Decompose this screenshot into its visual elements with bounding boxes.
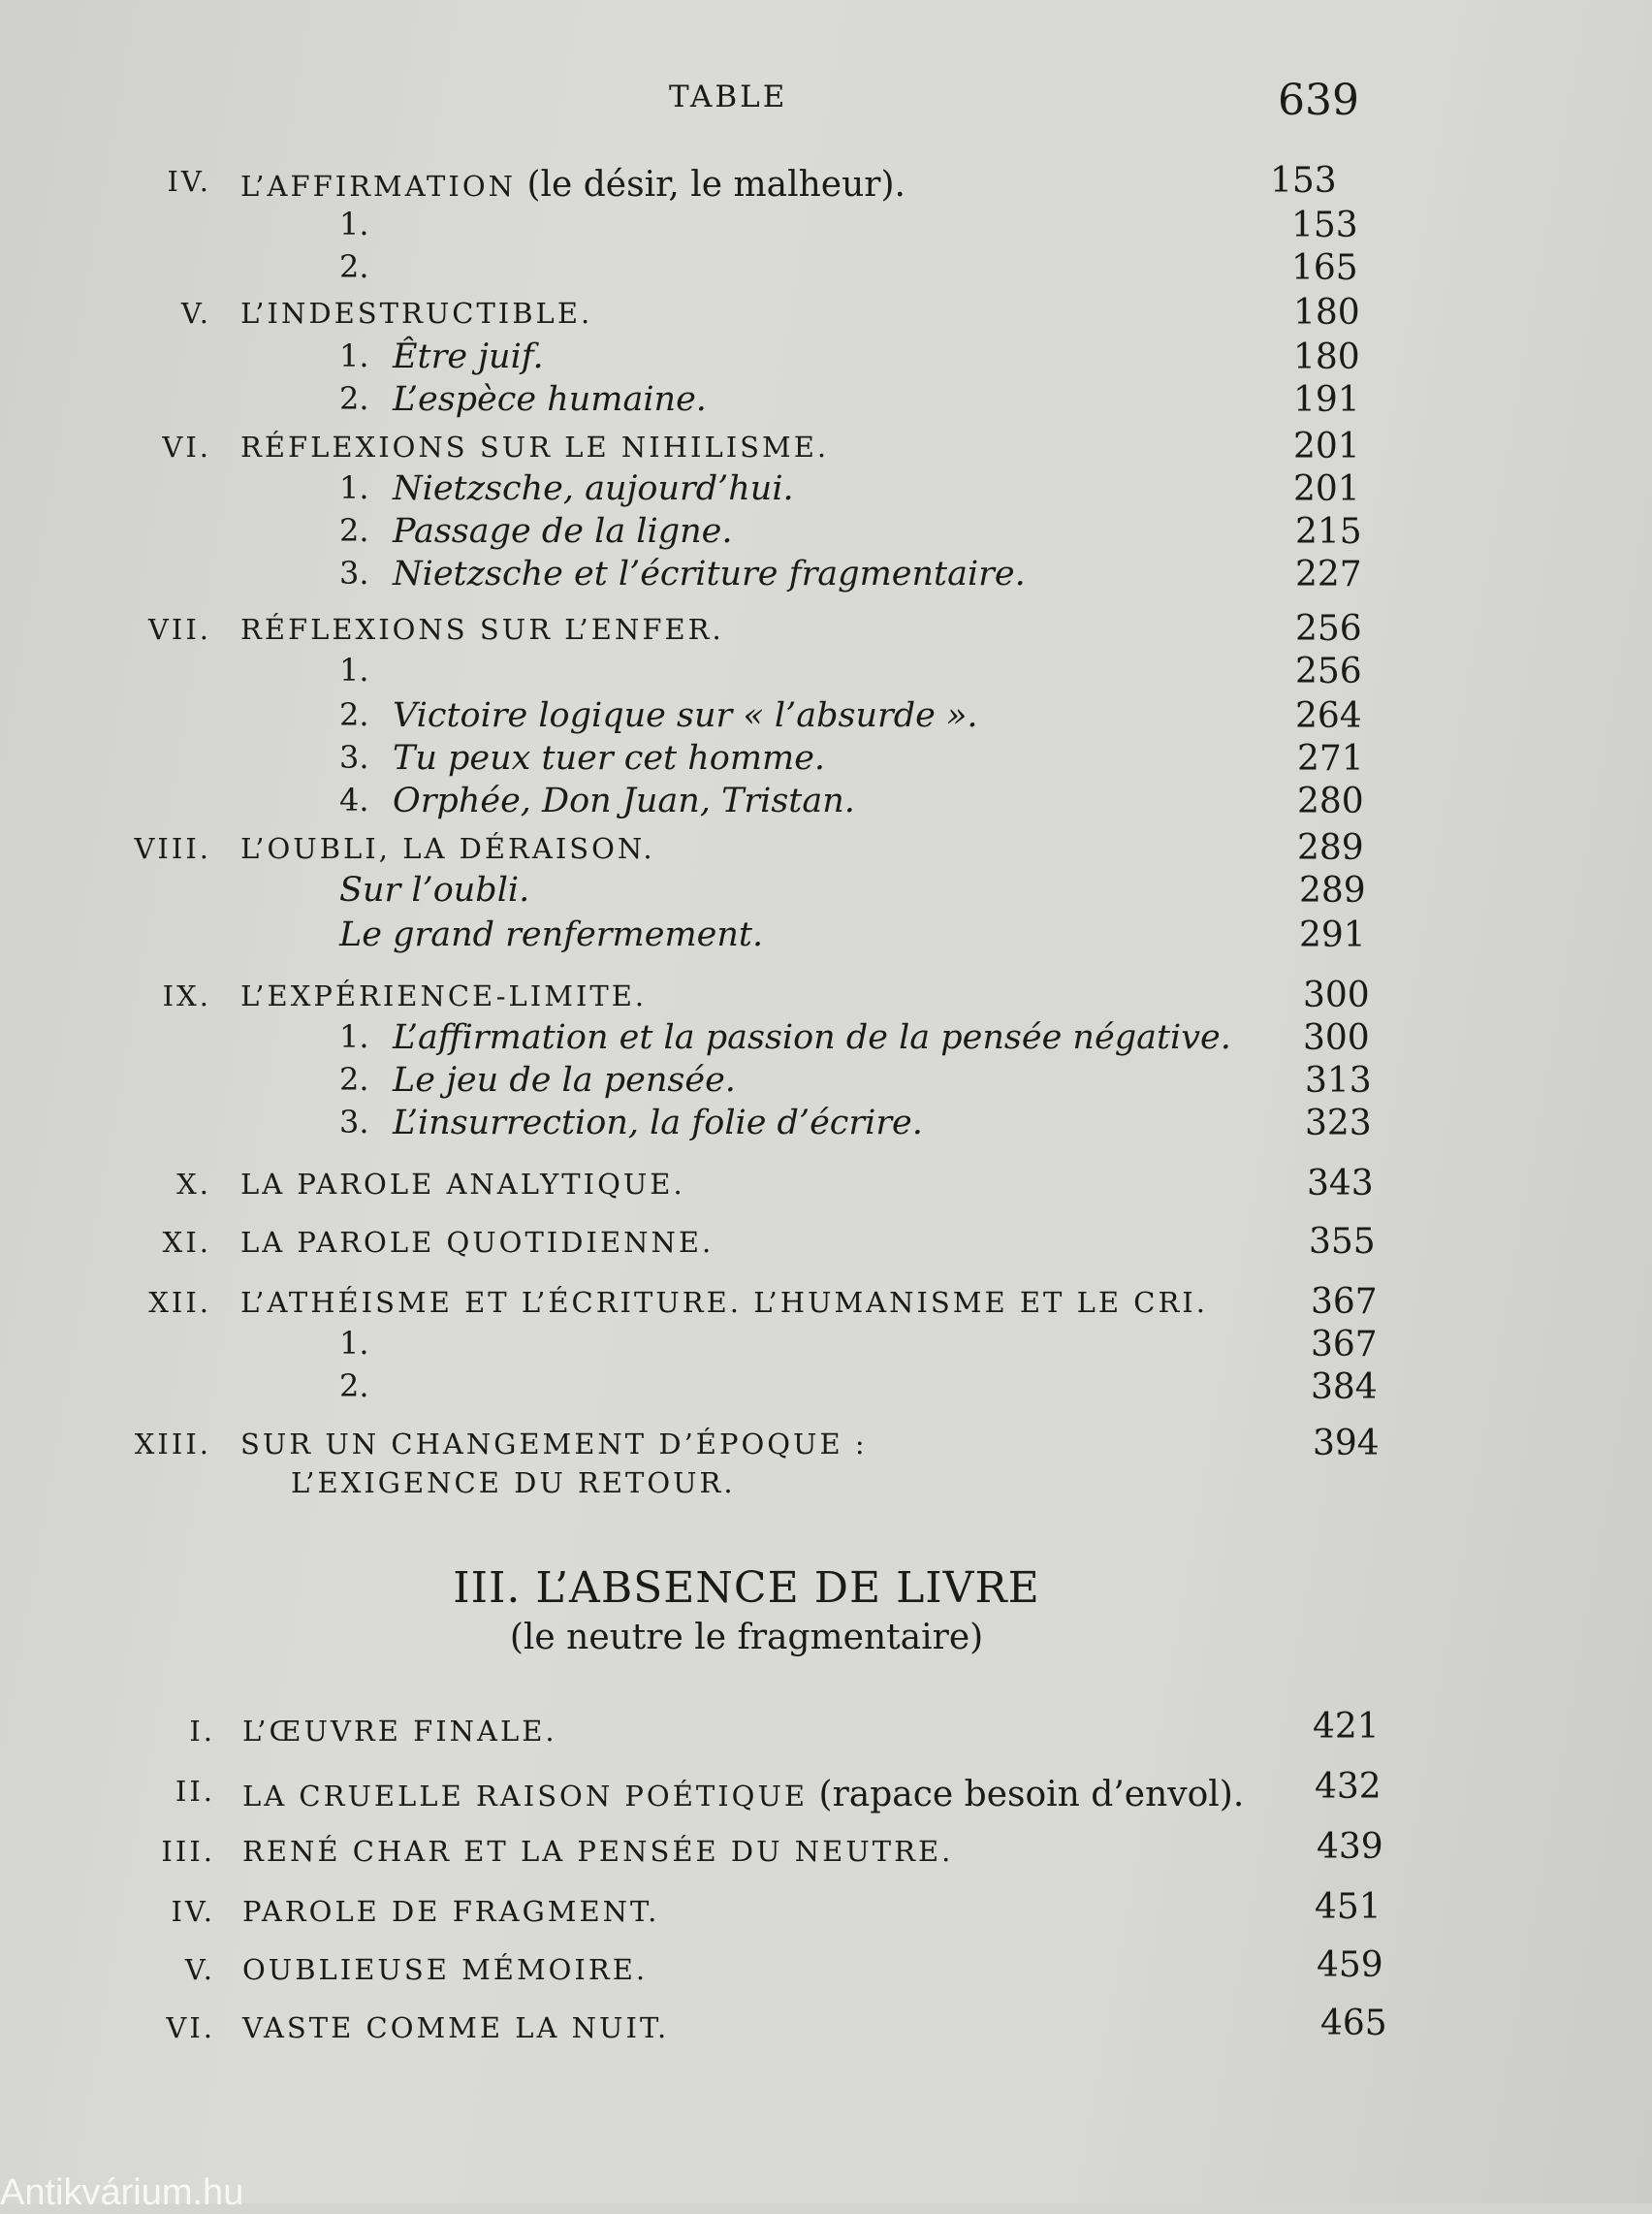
toc-chapter-row bbox=[0, 1945, 1652, 1994]
page-ref: 439 bbox=[1317, 1827, 1383, 1867]
toc-subentry-row bbox=[0, 1325, 1652, 1369]
subentry-number: 2. bbox=[339, 248, 369, 285]
toc-chapter-row bbox=[0, 161, 1652, 206]
toc-chapter-row bbox=[0, 293, 1652, 337]
chapter-number: XII. bbox=[148, 1286, 211, 1319]
subentry-title: Passage de la ligne. bbox=[393, 512, 733, 551]
page-ref: 421 bbox=[1313, 1707, 1380, 1747]
chapter-title: L’OUBLI, LA DÉRAISON. bbox=[240, 832, 655, 865]
page-ref: 459 bbox=[1317, 1945, 1383, 1985]
toc-subentry-row bbox=[0, 1367, 1652, 1412]
page-ref: 367 bbox=[1311, 1282, 1378, 1322]
subentry-number: 2. bbox=[339, 1367, 369, 1404]
section-subtitle: (le neutre le fragmentaire) bbox=[509, 1618, 984, 1657]
chapter-subtitle: (rapace besoin d’envol). bbox=[808, 1775, 1245, 1814]
chapter-title: LA CRUELLE RAISON POÉTIQUE (rapace besoin d’envol). bbox=[242, 1775, 1245, 1814]
chapter-number: IV. bbox=[167, 165, 211, 198]
chapter-number: V. bbox=[180, 297, 211, 330]
page-ref: 280 bbox=[1297, 782, 1364, 821]
page-ref: 191 bbox=[1293, 380, 1360, 420]
toc-subentry-row bbox=[0, 206, 1652, 250]
chapter-title: L’AFFIRMATION (le désir, le malheur). bbox=[240, 165, 905, 205]
toc-subentry-row bbox=[0, 337, 1652, 382]
toc-chapter-row bbox=[0, 976, 1652, 1020]
page-ref: 201 bbox=[1293, 469, 1360, 509]
toc-subentry-row bbox=[0, 782, 1652, 826]
toc-continuation: L’EXIGENCE DU RETOUR. bbox=[291, 1466, 736, 1499]
page-ref: 153 bbox=[1291, 206, 1358, 245]
toc-chapter-row bbox=[0, 427, 1652, 471]
chapter-title: LA PAROLE ANALYTIQUE. bbox=[240, 1168, 685, 1201]
chapter-title: LA PAROLE QUOTIDIENNE. bbox=[240, 1226, 715, 1259]
subentry-title: L’affirmation et la passion de la pensée négative. bbox=[393, 1018, 1231, 1057]
page-ref: 227 bbox=[1295, 555, 1362, 594]
toc-subentry-row bbox=[0, 696, 1652, 741]
subentry-number: 1. bbox=[339, 1325, 369, 1362]
toc-chapter-row bbox=[0, 1767, 1652, 1815]
subentry-number: 2. bbox=[339, 1061, 369, 1098]
chapter-number: XI. bbox=[162, 1226, 211, 1259]
page-ref: 432 bbox=[1315, 1767, 1382, 1807]
toc-subentry-row bbox=[0, 555, 1652, 599]
chapter-number: VII. bbox=[147, 613, 211, 646]
page-ref: 394 bbox=[1313, 1424, 1380, 1463]
toc-subentry-row bbox=[0, 1466, 1652, 1511]
page-ref: 451 bbox=[1315, 1887, 1382, 1927]
chapter-title: RÉFLEXIONS SUR LE NIHILISME. bbox=[240, 431, 830, 464]
subentry-number: 2. bbox=[339, 696, 369, 733]
toc-subentry-row bbox=[0, 739, 1652, 784]
subentry-number: 1. bbox=[339, 652, 369, 689]
toc-chapter-row bbox=[0, 1887, 1652, 1936]
page-ref: 215 bbox=[1295, 512, 1362, 552]
toc-subentry-row bbox=[0, 871, 1652, 915]
chapter-title: RÉFLEXIONS SUR L’ENFER. bbox=[240, 613, 724, 646]
chapter-title: RENÉ CHAR ET LA PENSÉE DU NEUTRE. bbox=[242, 1835, 954, 1868]
chapter-title: L’EXPÉRIENCE-LIMITE. bbox=[240, 979, 648, 1012]
chapter-number: III. bbox=[161, 1835, 215, 1868]
subentry-title: L’insurrection, la folie d’écrire. bbox=[393, 1104, 923, 1142]
toc-subentry-row bbox=[0, 469, 1652, 514]
subentry-number: 1. bbox=[339, 469, 369, 506]
chapter-title: L’ŒUVRE FINALE. bbox=[242, 1715, 557, 1748]
page-ref: 291 bbox=[1299, 915, 1366, 955]
chapter-subtitle: (le désir, le malheur). bbox=[516, 165, 905, 205]
page-ref: 271 bbox=[1297, 739, 1364, 779]
page-ref: 323 bbox=[1305, 1104, 1372, 1143]
chapter-number: I. bbox=[189, 1715, 215, 1748]
page-ref: 289 bbox=[1297, 828, 1364, 868]
page-ref: 384 bbox=[1311, 1367, 1378, 1407]
subentry-number: 2. bbox=[339, 380, 369, 417]
subentry-number: 1. bbox=[339, 337, 369, 374]
toc-chapter-row bbox=[0, 1827, 1652, 1876]
page-ref: 355 bbox=[1309, 1222, 1376, 1262]
toc-chapter-row bbox=[0, 828, 1652, 873]
toc-subentry-row bbox=[0, 380, 1652, 425]
subentry-number: 1. bbox=[339, 206, 369, 242]
toc-subentry-row bbox=[0, 652, 1652, 696]
subentry-title: Orphée, Don Juan, Tristan. bbox=[393, 782, 855, 820]
chapter-number: IX. bbox=[162, 979, 211, 1012]
toc-subentry-row bbox=[0, 1104, 1652, 1148]
toc-chapter-row bbox=[0, 1424, 1652, 1468]
toc-subentry-row bbox=[0, 1018, 1652, 1063]
subentry-number: 2. bbox=[339, 512, 369, 549]
toc-chapter-row bbox=[0, 609, 1652, 654]
chapter-number: II. bbox=[175, 1775, 215, 1808]
toc-chapter-row bbox=[0, 2004, 1652, 2052]
subentry-number: 3. bbox=[339, 739, 369, 776]
subentry-title: Le grand renfermement. bbox=[339, 915, 764, 954]
chapter-title: PAROLE DE FRAGMENT. bbox=[242, 1895, 660, 1928]
toc-subentry-row bbox=[0, 915, 1652, 960]
chapter-title: VASTE COMME LA NUIT. bbox=[242, 2011, 670, 2044]
page-ref: 153 bbox=[1270, 161, 1337, 201]
subentry-title: Nietzsche, aujourd’hui. bbox=[393, 469, 794, 508]
toc-chapter-row bbox=[0, 1164, 1652, 1208]
chapter-number: XIII. bbox=[134, 1428, 211, 1460]
toc-subentry-row bbox=[0, 248, 1652, 293]
page-ref: 367 bbox=[1311, 1325, 1378, 1364]
subentry-number: 3. bbox=[339, 555, 369, 592]
subentry-number: 1. bbox=[339, 1018, 369, 1055]
toc-chapter-row bbox=[0, 1707, 1652, 1755]
toc-subentry-row bbox=[0, 512, 1652, 557]
page-ref: 256 bbox=[1295, 609, 1362, 649]
toc-subentry-row bbox=[0, 1061, 1652, 1106]
subentry-number: 3. bbox=[339, 1104, 369, 1140]
toc-chapter-row bbox=[0, 1222, 1652, 1267]
chapter-number: VI. bbox=[166, 2011, 215, 2044]
page-ref: 256 bbox=[1295, 652, 1362, 691]
subentry-title: L’espèce humaine. bbox=[393, 380, 707, 419]
page-ref: 165 bbox=[1291, 248, 1358, 288]
chapter-number: VI. bbox=[162, 431, 211, 464]
chapter-number: VIII. bbox=[134, 832, 211, 865]
subentry-title: Nietzsche et l’écriture fragmentaire. bbox=[393, 555, 1026, 594]
page-ref: 300 bbox=[1303, 1018, 1370, 1058]
page-ref: 180 bbox=[1293, 337, 1360, 377]
page-ref: 289 bbox=[1299, 871, 1366, 911]
chapter-number: V. bbox=[184, 1953, 215, 1986]
subentry-title: Être juif. bbox=[393, 337, 544, 376]
page-ref: 313 bbox=[1305, 1061, 1372, 1101]
subentry-title: Victoire logique sur « l’absurde ». bbox=[393, 696, 978, 735]
chapter-title: L’ATHÉISME ET L’ÉCRITURE. L’HUMANISME ET LE CRI. bbox=[240, 1286, 1208, 1319]
watermark: Antikvárium.hu bbox=[0, 2172, 244, 2213]
page-ref: 343 bbox=[1307, 1164, 1374, 1203]
chapter-title: OUBLIEUSE MÉMOIRE. bbox=[242, 1953, 649, 1986]
page-ref: 264 bbox=[1295, 696, 1362, 736]
page-ref: 300 bbox=[1303, 976, 1370, 1015]
running-header: TABLE bbox=[669, 80, 788, 114]
subentry-title: Sur l’oubli. bbox=[339, 871, 530, 910]
subentry-title: Tu peux tuer cet homme. bbox=[393, 739, 826, 778]
subentry-title: Le jeu de la pensée. bbox=[393, 1061, 736, 1100]
page-ref: 180 bbox=[1293, 293, 1360, 333]
chapter-title: L’INDESTRUCTIBLE. bbox=[240, 297, 593, 330]
page-ref: 201 bbox=[1293, 427, 1360, 466]
chapter-title: SUR UN CHANGEMENT D’ÉPOQUE : bbox=[240, 1428, 868, 1460]
chapter-number: IV. bbox=[171, 1895, 215, 1928]
section-heading: III. L’ABSENCE DE LIVRE bbox=[453, 1563, 1040, 1613]
page-number: 639 bbox=[1278, 76, 1359, 125]
subentry-number: 4. bbox=[339, 782, 369, 818]
chapter-number: X. bbox=[176, 1168, 211, 1201]
page-ref: 465 bbox=[1320, 2004, 1387, 2043]
toc-chapter-row bbox=[0, 1282, 1652, 1327]
